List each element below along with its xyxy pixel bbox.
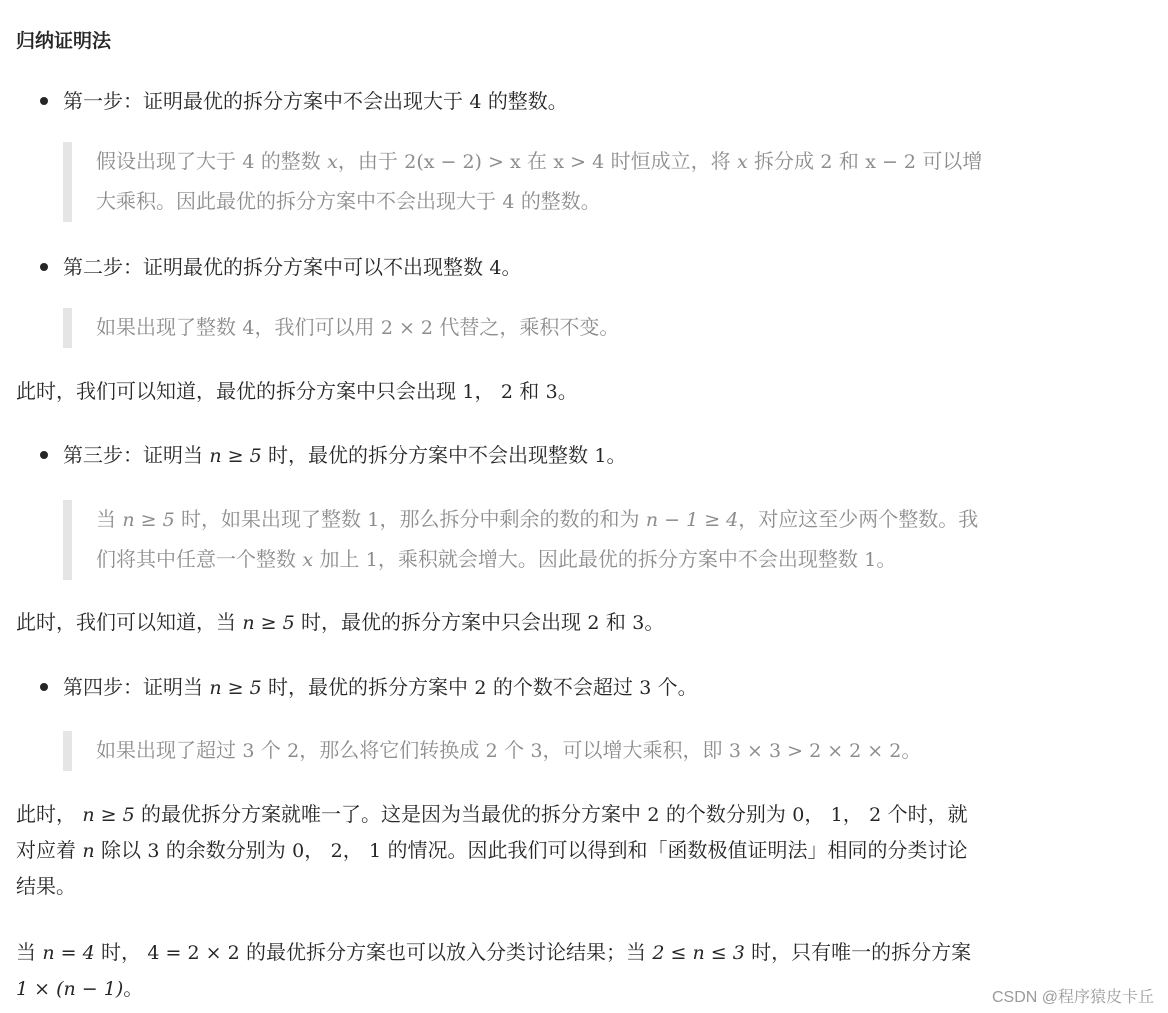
step-4-text: 第四步：证明当 n ≥ 5 时，最优的拆分方案中 2 的个数不会超过 3 个。	[63, 675, 698, 699]
step-4-quote: 如果出现了超过 3 个 2，那么将它们转换成 2 个 3，可以增大乘积，即 3 × 3 > 2 × 2 × 2。	[63, 731, 1168, 771]
step-3-text: 第三步：证明当 n ≥ 5 时，最优的拆分方案中不会出现整数 1。	[63, 443, 627, 467]
bullet-dot-icon	[40, 451, 48, 459]
step-1-text: 第一步：证明最优的拆分方案中不会出现大于 4 的整数。	[63, 89, 568, 113]
step-1-quote: 假设出现了大于 4 的整数 x，由于 2(x − 2) > x 在 x > 4 时恒成立，将 x 拆分成 2 和 x − 2 可以增 大乘积。因此最优的拆分方案中不会出现大于 4 的整数。	[63, 142, 1168, 222]
paragraph-1: 此时，我们可以知道，最优的拆分方案中只会出现 1， 2 和 3。	[16, 379, 578, 403]
paragraph-3: 此时， n ≥ 5 的最优拆分方案就唯一了。这是因为当最优的拆分方案中 2 的个数分别为 0， 1， 2 个时，就 对应着 n 除以 3 的余数分别为 0， 2， 1 的情况。因此我们可以得到和「函数极值证明法」相同的分类讨论 结果。	[16, 802, 968, 898]
bullet-dot-icon	[40, 263, 48, 271]
bullet-dot-icon	[40, 97, 48, 105]
step-2-text: 第二步：证明最优的拆分方案中可以不出现整数 4。	[63, 255, 522, 279]
bullet-dot-icon	[40, 683, 48, 691]
section-title: 归纳证明法	[16, 30, 112, 52]
csdn-watermark: CSDN @程序猿皮卡丘	[991, 989, 1154, 1006]
step-3-quote: 当 n ≥ 5 时，如果出现了整数 1，那么拆分中剩余的数的和为 n − 1 ≥ 4，对应这至少两个整数。我 们将其中任意一个整数 x 加上 1，乘积就会增大。因此最优的拆分方案中不会出现整数 1。	[63, 500, 1168, 580]
paragraph-2: 此时，我们可以知道，当 n ≥ 5 时，最优的拆分方案中只会出现 2 和 3。	[16, 610, 665, 634]
paragraph-4: 当 n = 4 时， 4 = 2 × 2 的最优拆分方案也可以放入分类讨论结果；当 2 ≤ n ≤ 3 时，只有唯一的拆分方案 1 × (n − 1)。	[16, 940, 972, 1000]
step-2-quote: 如果出现了整数 4，我们可以用 2 × 2 代替之，乘积不变。	[63, 308, 1168, 348]
